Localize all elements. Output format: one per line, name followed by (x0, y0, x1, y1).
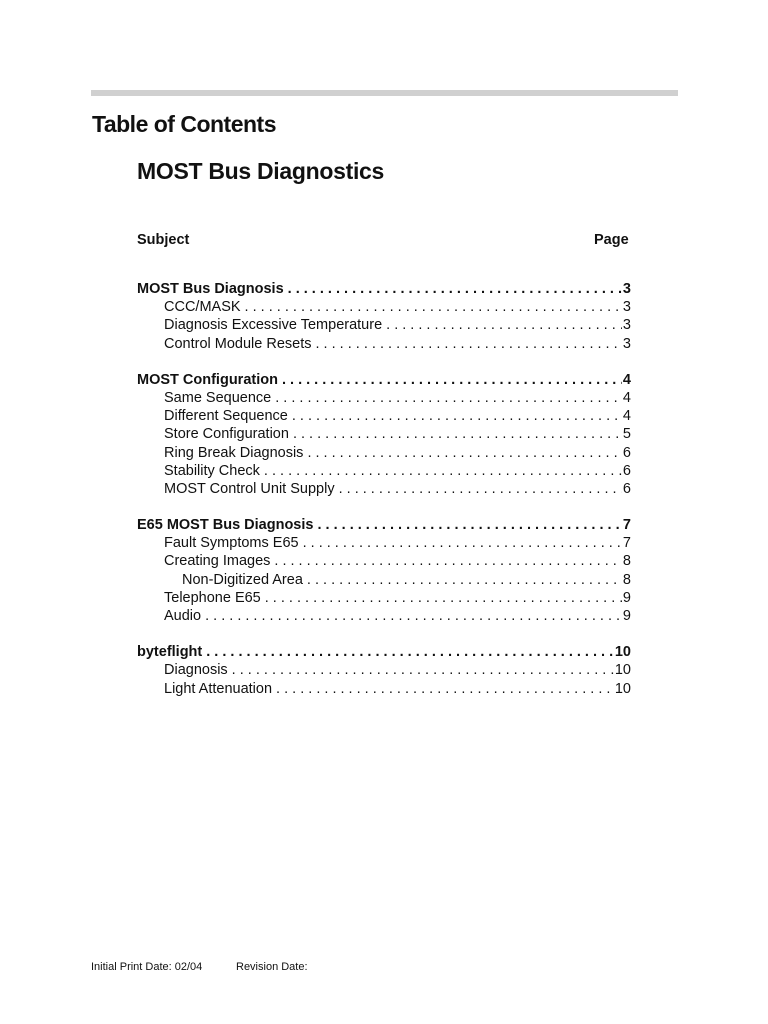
toc-subentry[interactable] (137, 607, 631, 625)
toc-entry-page: 8 (622, 571, 631, 588)
toc-entry-page: 4 (622, 408, 631, 425)
toc-section (137, 371, 631, 498)
toc-subentry[interactable] (137, 680, 631, 698)
toc-entry-label: Fault Symptoms E65 (164, 535, 299, 552)
dot-leader (275, 389, 622, 407)
toc-entry-page: 3 (622, 317, 631, 334)
dot-leader (307, 444, 621, 462)
toc-entry-page: 4 (622, 389, 631, 406)
toc-entry-label: Audio (164, 608, 202, 624)
toc-subentry[interactable] (137, 316, 631, 334)
toc-entry-label: Creating Images (164, 553, 271, 570)
dot-leader (264, 462, 622, 480)
toc-entry-page: 7 (622, 535, 631, 552)
toc-entry-label: MOST Configuration (137, 371, 278, 388)
toc-subentry[interactable] (137, 661, 631, 679)
subject-column-header: Subject (137, 232, 190, 248)
toc-subentry[interactable] (137, 444, 631, 462)
toc-entry-label: Stability Check (164, 462, 260, 479)
dot-leader (282, 371, 622, 389)
toc-entry-label: Non-Digitized Area (182, 571, 303, 588)
toc-entry-page: 4 (622, 371, 631, 388)
dot-leader (316, 335, 622, 353)
toc-entry-label: E65 MOST Bus Diagnosis (137, 517, 314, 534)
toc-entry-label: MOST Bus Diagnosis (137, 281, 284, 297)
dot-leader (293, 425, 622, 443)
toc-subentry[interactable] (137, 589, 631, 607)
toc-entry-page: 6 (622, 462, 631, 479)
toc-subentry[interactable] (137, 534, 631, 552)
toc-entry-label: Telephone E65 (164, 589, 261, 606)
toc-entry-label: byteflight (137, 644, 203, 661)
initial-print-date: Initial Print Date: 02/04 (91, 961, 203, 973)
toc-entry-label: MOST Control Unit Supply (164, 480, 335, 497)
dot-leader (232, 661, 614, 679)
dot-leader (265, 589, 622, 607)
toc-entry-page: 9 (622, 608, 631, 624)
table-of-contents (137, 280, 631, 716)
toc-heading: Table of Contents (92, 111, 277, 137)
toc-entry-page: 7 (622, 517, 631, 534)
toc-subentry[interactable] (137, 335, 631, 353)
dot-leader (276, 680, 614, 698)
toc-entry-label: Control Module Resets (164, 335, 312, 352)
dot-leader (386, 316, 622, 334)
dot-leader (292, 407, 622, 425)
toc-entry-label: Ring Break Diagnosis (164, 444, 304, 461)
dot-leader (307, 571, 622, 589)
toc-entry-page: 6 (622, 444, 631, 461)
toc-subentry[interactable] (137, 407, 631, 425)
page-column-header: Page (594, 232, 629, 248)
toc-entry-label: Store Configuration (164, 426, 289, 443)
toc-subentry[interactable] (137, 389, 631, 407)
toc-entry-page: 10 (614, 680, 631, 697)
toc-subentry[interactable] (137, 462, 631, 480)
dot-leader (245, 298, 622, 316)
dot-leader (206, 643, 614, 661)
toc-entry-page: 10 (614, 662, 631, 679)
toc-entry-page: 8 (622, 553, 631, 570)
toc-subentry[interactable] (137, 571, 631, 589)
dot-leader (317, 516, 621, 534)
dot-leader (288, 280, 622, 298)
toc-subentry[interactable] (137, 480, 631, 498)
toc-entry-label: Diagnosis Excessive Temperature (164, 317, 383, 334)
toc-section-entry[interactable] (137, 643, 631, 661)
toc-entry-page: 6 (622, 480, 631, 497)
revision-date: Revision Date: (236, 961, 308, 973)
toc-entry-page: 9 (622, 589, 631, 606)
toc-entry-page: 3 (622, 281, 631, 297)
dot-leader (205, 607, 622, 625)
toc-entry-label: CCC/MASK (164, 299, 241, 316)
toc-entry-label: Different Sequence (164, 408, 288, 425)
toc-section-entry[interactable] (137, 280, 631, 298)
top-divider (91, 90, 678, 96)
toc-entry-page: 10 (614, 644, 631, 661)
toc-subentry[interactable] (137, 298, 631, 316)
toc-entry-page: 3 (622, 299, 631, 316)
dot-leader (339, 480, 622, 498)
toc-section (137, 643, 631, 698)
toc-entry-page: 3 (622, 335, 631, 352)
document-title: MOST Bus Diagnostics (137, 158, 385, 184)
toc-subentry[interactable] (137, 425, 631, 443)
toc-subentry[interactable] (137, 552, 631, 570)
toc-section (137, 516, 631, 625)
toc-entry-label: Diagnosis (164, 662, 228, 679)
dot-leader (303, 534, 622, 552)
toc-section (137, 280, 631, 353)
toc-entry-label: Same Sequence (164, 389, 272, 406)
toc-section-entry[interactable] (137, 516, 631, 534)
toc-entry-label: Light Attenuation (164, 680, 273, 697)
toc-entry-page: 5 (622, 426, 631, 443)
toc-section-entry[interactable] (137, 371, 631, 389)
dot-leader (274, 552, 622, 570)
